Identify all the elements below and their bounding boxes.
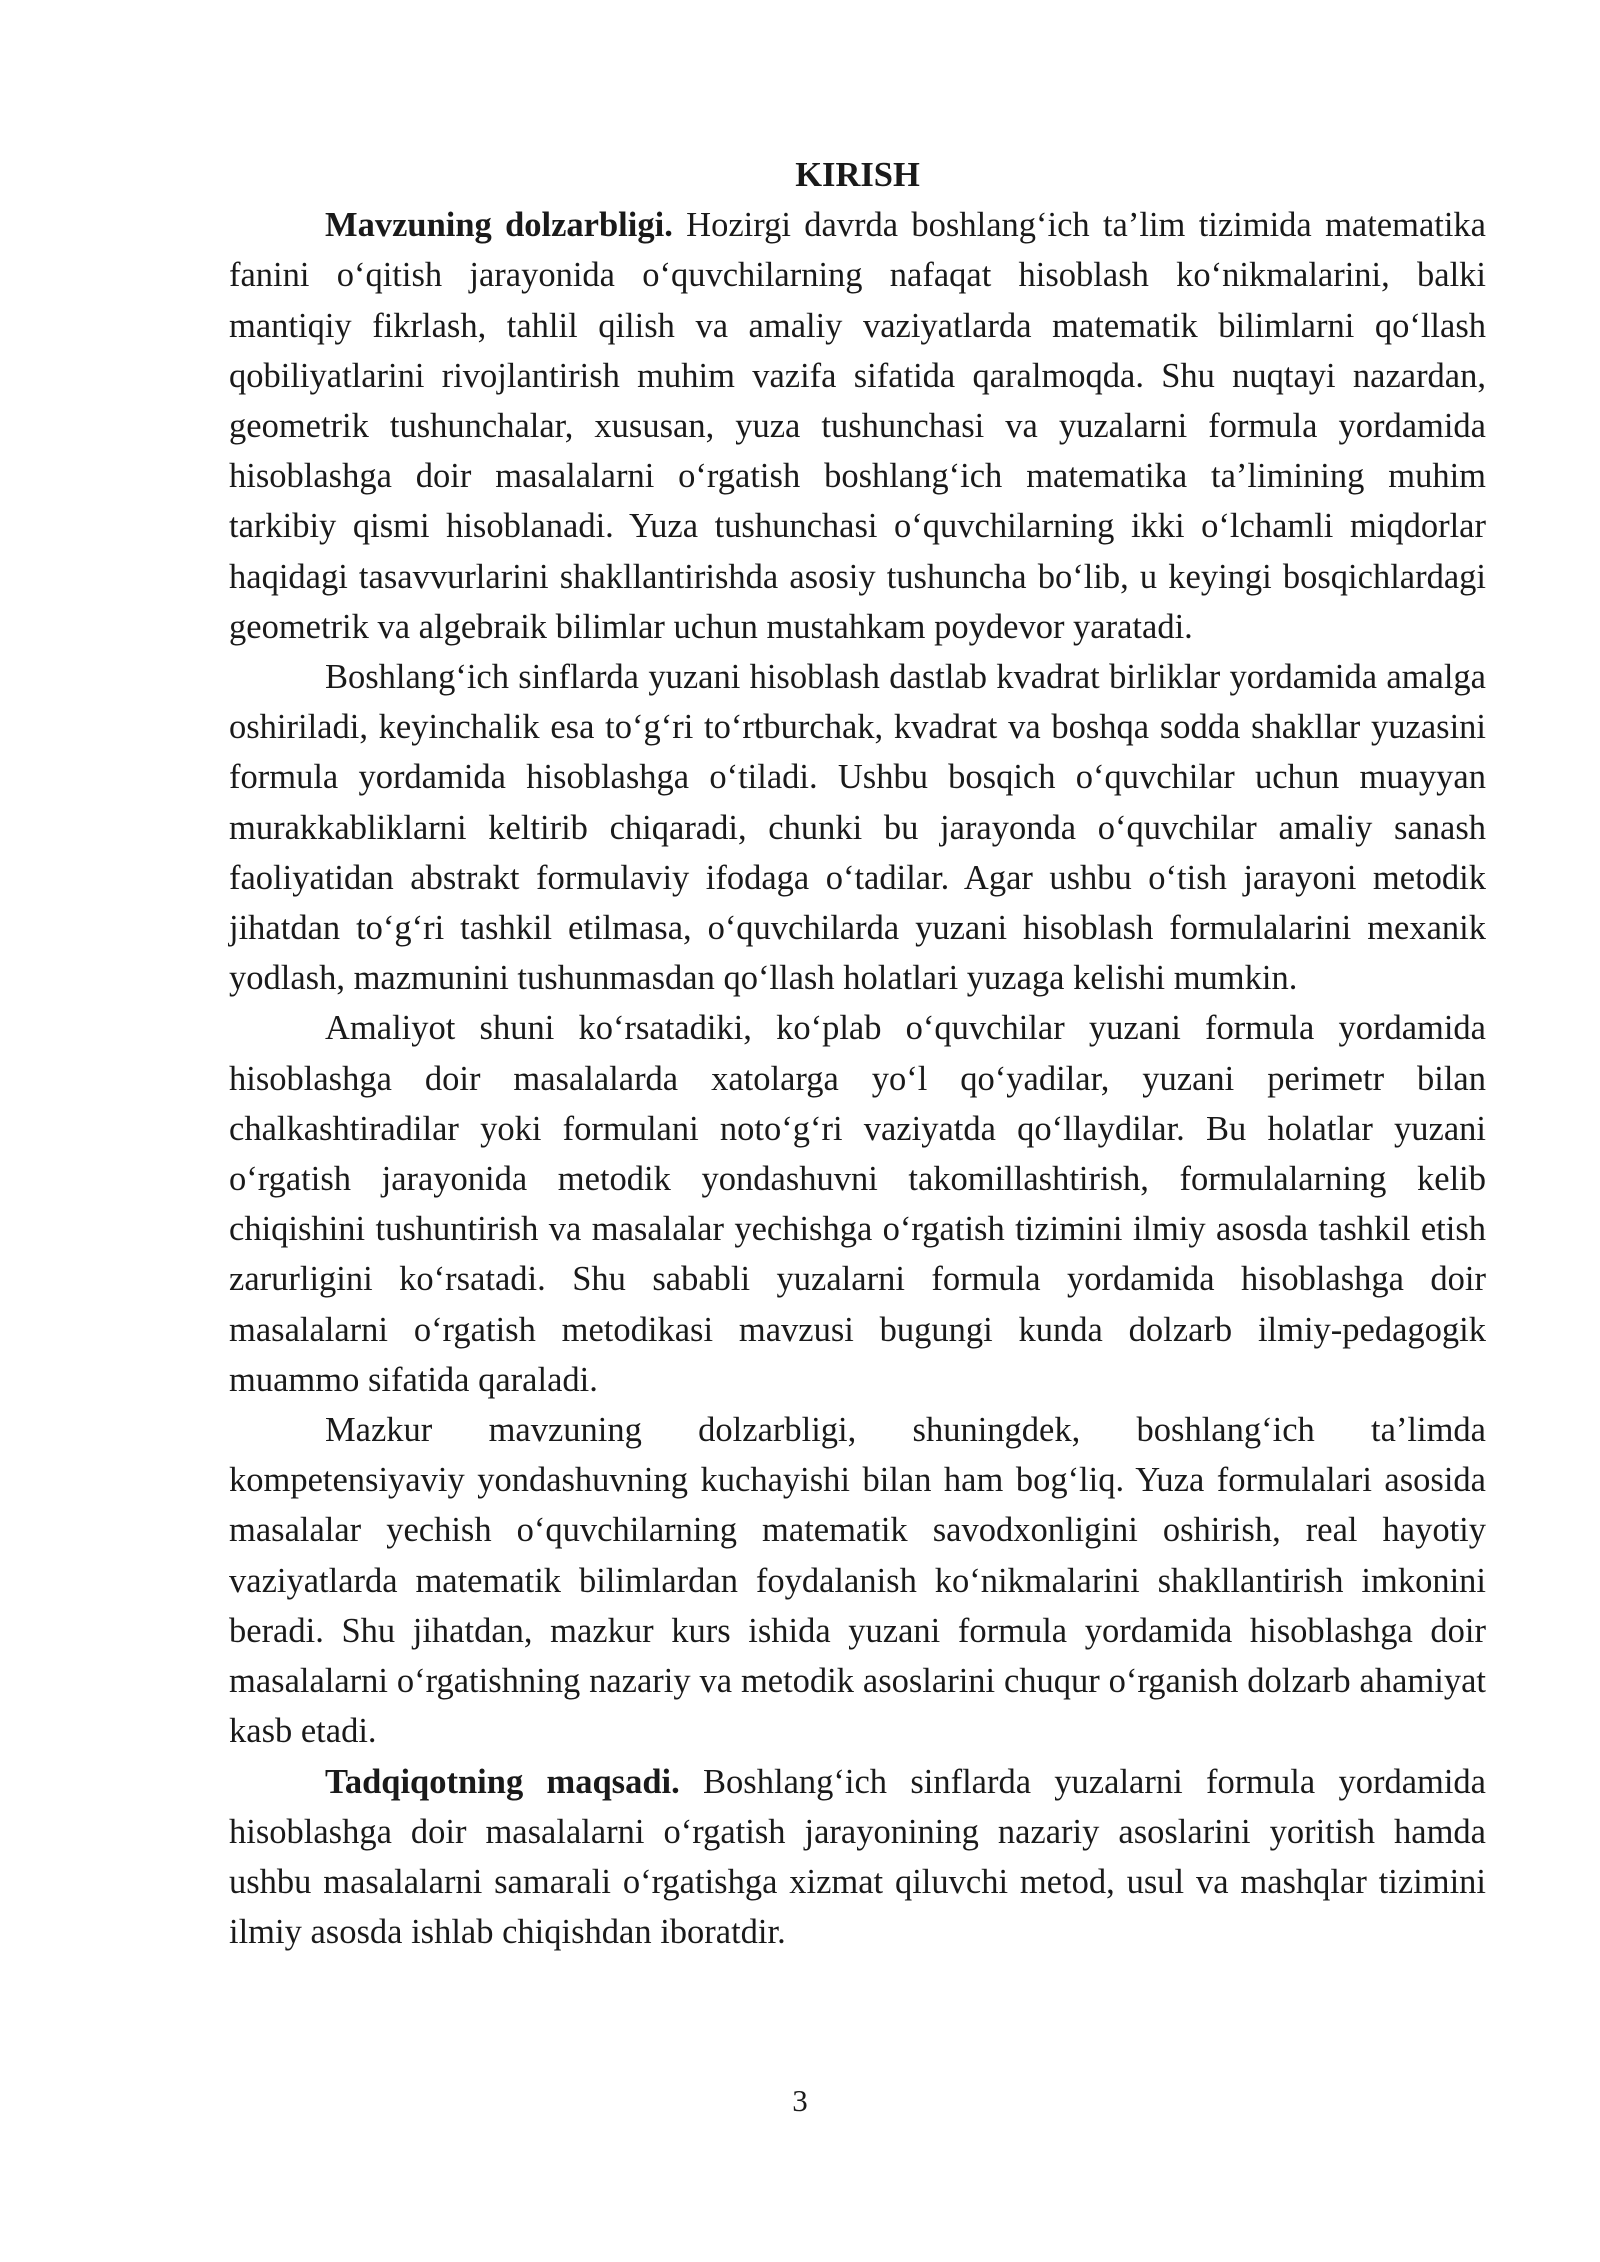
paragraph-text: Boshlang‘ich sinflarda yuzalarni formula yordamida hisoblashga doir masalalarni o‘rgatish jarayonining nazariy asoslarini yoritish hamda ushbu masalalarni samarali o‘rgatishga xizmat qiluvchi metod, usul va mashqlar tizimini ilmiy asosda ishlab chiqishdan iboratdir. [229, 1762, 1486, 1952]
page-number: 3 [792, 2083, 808, 2118]
paragraph-lead: Tadqiqotning maqsadi. [325, 1762, 680, 1801]
paragraph-text: Mazkur mavzuning dolzarbligi, shuningdek, boshlang‘ich ta’limda kompetensiyaviy yondashuvning kuchayishi bilan ham bog‘liq. Yuza formulalari asosida masalalar yechish o‘quvchilarning matematik savodxonligini oshirish, real hayotiy vaziyatlarda matematik bilimlardan foydalanish ko‘nikmalarini shakllantirish imkonini beradi. Shu jihatdan, mazkur kurs ishida yuzani formula yordamida hisoblashga doir masalalarni o‘rgatishning nazariy va metodik asoslarini chuqur o‘rganish dolzarb ahamiyat kasb etadi. [229, 1411, 1486, 1751]
paragraph-lead: Mavzuning dolzarbligi. [325, 206, 673, 245]
paragraph-relevance [229, 200, 1486, 652]
document-body [229, 150, 1486, 1957]
paragraph [229, 652, 1486, 1003]
paragraph-text: Amaliyot shuni ko‘rsatadiki, ko‘plab o‘quvchilar yuzani formula yordamida hisoblashga doir masalalarda xatolarga yo‘l qo‘yadilar, yuzani perimetr bilan chalkashtiradilar yoki formulani noto‘g‘ri vaziyatda qo‘llaydilar. Bu holatlar yuzani o‘rgatish jarayonida metodik yondashuvni takomillashtirish, formulalarning kelib chiqishini tushuntirish va masalalar yechishga o‘rgatish tizimini ilmiy asosda tashkil etish zarurligini ko‘rsatadi. Shu sababli yuzalarni formula yordamida hisoblashga doir masalalarni o‘rgatish metodikasi mavzusi bugungi kunda dolzarb ilmiy-pedagogik muammo sifatida qaraladi. [229, 1009, 1486, 1399]
paragraph-text: Boshlang‘ich sinflarda yuzani hisoblash dastlab kvadrat birliklar yordamida amalga oshiriladi, keyinchalik esa to‘g‘ri to‘rtburchak, kvadrat va boshqa sodda shakllar yuzasini formula yordamida hisoblashga o‘tiladi. Ushbu bosqich o‘quvchilar uchun muayyan murakkabliklarni keltirib chiqaradi, chunki bu jarayonda o‘quvchilar amaliy sanash faoliyatidan abstrakt formulaviy ifodaga o‘tadilar. Agar ushbu o‘tish jarayoni metodik jihatdan to‘g‘ri tashkil etilmasa, o‘quvchilarda yuzani hisoblash formulalarini mexanik yodlash, mazmunini tushunmasdan qo‘llash holatlari yuzaga kelishi mumkin. [229, 658, 1486, 998]
page-title: KIRISH [795, 156, 920, 194]
paragraph [229, 1003, 1486, 1405]
paragraph-goal [229, 1757, 1486, 1958]
paragraph-text: Hozirgi davrda boshlang‘ich ta’lim tizimida matematika fanini o‘qitish jarayonida o‘quvchilarning nafaqat hisoblash ko‘nikmalarini, balki mantiqiy fikrlash, tahlil qilish va amaliy vaziyatlarda matematik bilimlarni qo‘llash qobiliyatlarini rivojlantirish muhim vazifa sifatida qaralmoqda. Shu nuqtayi nazardan, geometrik tushunchalar, xususan, yuza tushunchasi va yuzalarni formula yordamida hisoblashga doir masalalarni o‘rgatish boshlang‘ich matematika ta’limining muhim tarkibiy qismi hisoblanadi. Yuza tushunchasi o‘quvchilarning ikki o‘lchamli miqdorlar haqidagi tasavvurlarini shakllantirishda asosiy tushuncha bo‘lib, u keyingi bosqichlardagi geometrik va algebraik bilimlar uchun mustahkam poydevor yaratadi. [229, 206, 1486, 646]
paragraph [229, 1405, 1486, 1756]
